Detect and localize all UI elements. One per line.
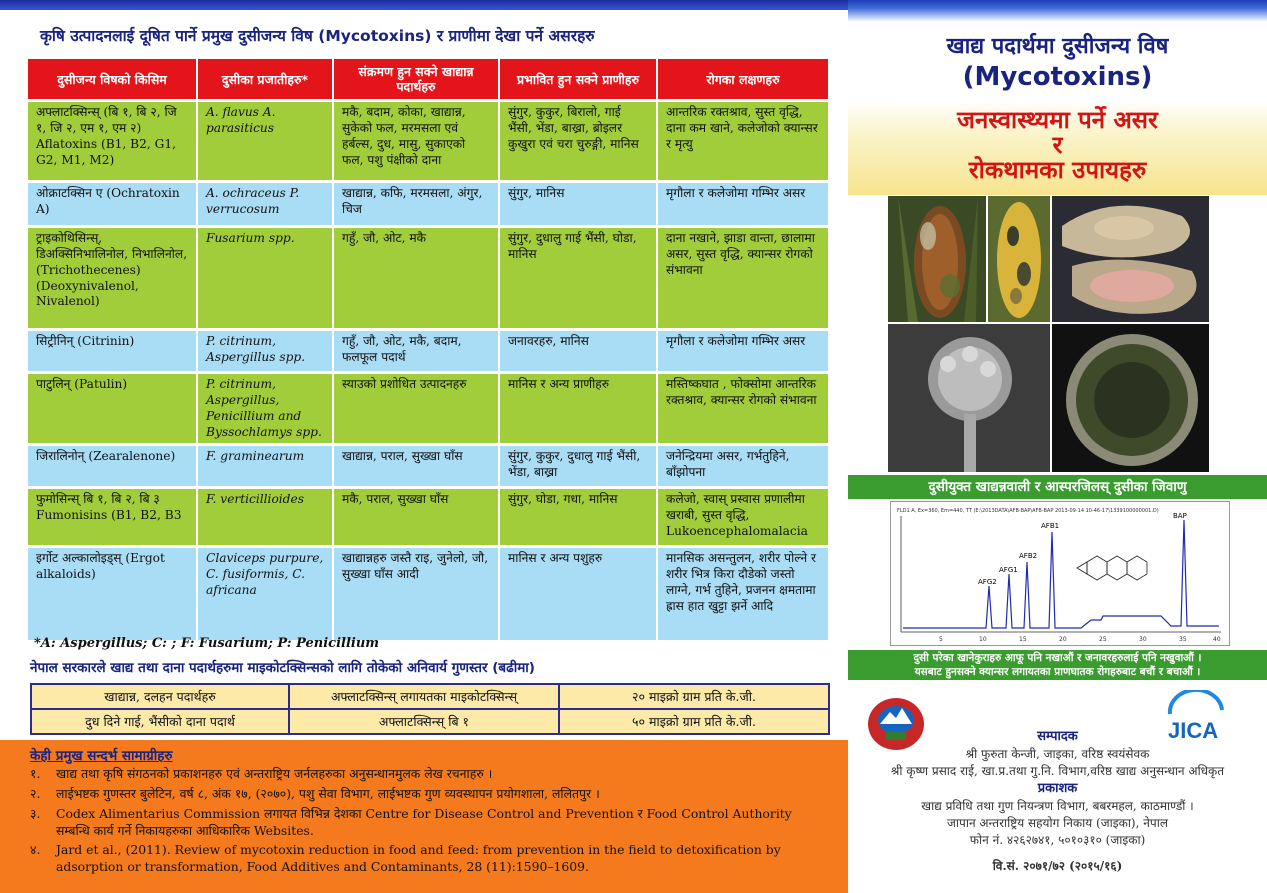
reference-number: १.	[30, 766, 41, 781]
foods-cell: मकै, बदाम, कोका, खाद्यान्न, सुकेको फल, मरमसला एवं हर्बल्स, दुध, मासु, सुकाएको फल, पशु पंक्षीको दाना	[334, 102, 500, 180]
chromatogram-header: FLD1 A, Ex=360, Em=440, TT (E:\2013DATA\AFB-BAP\AFB-BAP 2013-09-14 10-46-17\1339100000001.D)	[897, 508, 1159, 514]
red-heading-line-2: र	[1052, 131, 1063, 160]
chromatogram-svg	[891, 502, 1229, 645]
reference-text: Codex Alimentarius Commission लगायत विभिन्न देशका Centre for Disease Control and Prevention र Food Control Authority सम्बन्धि कार्य गर्ने निकायहरुका आधिकारिक Websites.	[56, 806, 792, 838]
x-tick: 10	[979, 636, 987, 643]
std-product: दुध दिने गाई, भैंसीको दाना पदार्थ	[31, 709, 289, 734]
std-toxin: अफ्लाटक्सिन्स् बि १	[289, 709, 559, 734]
reference-item	[30, 842, 830, 875]
animals-cell: सुंगुर, कुकुर, बिरालो, गाई भैंसी, भेंडा, बाख्रा, ब्रोइलर कुखुरा एवं चरा चुरुङ्गी, मानिस	[500, 102, 658, 180]
reference-number: ४.	[30, 842, 41, 857]
table-header-row	[28, 59, 830, 99]
table-row	[28, 548, 830, 640]
aspergillus-micrograph-image	[888, 324, 1050, 472]
red-heading-line-1: जनस्वास्थ्यमा पर्ने असर	[957, 106, 1158, 134]
reference-item	[30, 766, 830, 783]
cover-subtitle: (Mycotoxins)	[962, 62, 1153, 92]
molecule-structure	[1077, 556, 1147, 580]
species-cell: P. citrinum, Aspergillus spp.	[198, 331, 334, 371]
species-cell: A. ochraceus P. verrucosum	[198, 183, 334, 225]
header-symptoms: रोगका लक्षणहरु	[658, 59, 830, 99]
table-row	[31, 684, 829, 709]
foods-cell: स्याउको प्रशोधित उत्पादनहरु	[334, 374, 500, 443]
left-panel-title: कृषि उत्पादनलाई दूषित पार्ने प्रमुख दुसीजन्य विष (Mycotoxins) र प्राणीमा देखा पर्ने असरहरु	[40, 27, 595, 45]
animals-cell: मानिस र अन्य पशुहरु	[500, 548, 658, 640]
x-tick: 30	[1139, 636, 1147, 643]
animals-cell: जनावरहरु, मानिस	[500, 331, 658, 371]
corn-cob-photo	[988, 196, 1050, 322]
table-row	[28, 374, 830, 443]
x-tick: 25	[1099, 636, 1107, 643]
symptoms-cell: दाना नखाने, झाडा वान्ता, छालामा असर, सुस्त वृद्धि, क्यान्सर रोगको संभावना	[658, 228, 830, 328]
peak-label-afg1: AFG1	[999, 566, 1018, 574]
warning-line-1: दुसी परेका खानेकुराहरु आफू पनि नखाऔं र जनावरहरुलाई पनि नखुवाऔं ।	[913, 652, 1202, 664]
credits-block	[848, 700, 1267, 875]
animals-cell: सुंगुर, मानिस	[500, 183, 658, 225]
references-title: केही प्रमुख सन्दर्भ सामाग्रीहरु	[30, 748, 173, 764]
x-tick: 40	[1213, 636, 1221, 643]
jica-wordmark: JICA	[1168, 718, 1219, 743]
toxin-cell: जिरालिनोन् (Zearalenone)	[28, 446, 198, 486]
photo-caption: दुसीयुक्त खाद्यन्नवाली र आस्परजिलस् दुसीका जिवाणु	[848, 475, 1267, 499]
table-row	[28, 331, 830, 371]
symptoms-cell: आन्तरिक रक्तश्राव, सुस्त वृद्धि, दाना कम खाने, कलेजोको क्यान्सर र मृत्यु	[658, 102, 830, 180]
table-row	[31, 709, 829, 734]
table-row	[28, 228, 830, 328]
foods-cell: गहुँ, जौ, ओट, मकै, बदाम, फलफूल पदार्थ	[334, 331, 500, 371]
toxin-cell: इर्गोट अल्कालोइड्स् (Ergot alkaloids)	[28, 548, 198, 640]
publisher-2: जापान अन्तराष्ट्रिय सहयोग निकाय (जाइका), नेपाल	[947, 815, 1168, 830]
table-row	[28, 489, 830, 545]
std-product: खाद्यान्न, दलहन पदार्थहरु	[31, 684, 289, 709]
cover-title: खाद्य पदार्थमा दुसीजन्य विष	[946, 34, 1169, 59]
peak-label-afb2: AFB2	[1019, 552, 1038, 560]
cover-red-heading	[848, 108, 1267, 184]
x-tick: 20	[1059, 636, 1067, 643]
x-tick: 15	[1019, 636, 1027, 643]
top-accent-bar	[0, 0, 848, 10]
editor-heading: सम्पादक	[1037, 729, 1078, 744]
std-toxin: अफ्लाटक्सिन्स् लगायतका माइकोटक्सिन्स्	[289, 684, 559, 709]
toxin-cell: फुमोसिन्स् बि १, बि २, बि ३ Fumonisins (B1, B2, B3	[28, 489, 198, 545]
foods-cell: गहुँ, जौ, ओट, मकै	[334, 228, 500, 328]
foods-cell: मकै, पराल, सुख्खा घाँस	[334, 489, 500, 545]
editor-1: श्री फुरुता केन्जी, जाइका, वरिष्ठ स्वयंसेवक	[965, 747, 1150, 762]
std-limit: २० माइक्रो ग्राम प्रति के.जी.	[559, 684, 829, 709]
species-cell: F. verticillioides	[198, 489, 334, 545]
symptoms-cell: मानसिक असन्तुलन, शरीर पोल्ने र शरीर भित्र किरा दौडेको जस्तो लाग्ने, गर्भ तुहिने, प्रजनन क्षमतामा ह्रास हात खुट्टा झर्ने आदि	[658, 548, 830, 640]
foods-cell: खाद्यान्न, कफि, मरमसला, अंगुर, चिज	[334, 183, 500, 225]
publication-date: वि.सं. २०७१/७२ (२०१५/१६)	[992, 859, 1123, 874]
editor-2: श्री कृष्ण प्रसाद राई, खा.प्र.तथा गु.नि. विभाग,वरिष्ठ खाद्य अनुसन्धान अधिकृत	[890, 763, 1225, 778]
phone-numbers: फोन नं. ४२६२७४१, ५०१०३१० (जाइका)	[969, 832, 1146, 847]
reference-number: ३.	[30, 806, 41, 821]
header-toxin-type: दुसीजन्य विषको किसिम	[28, 59, 198, 99]
chromatogram-x-ticks	[939, 636, 1221, 643]
table-row	[28, 102, 830, 180]
reference-item	[30, 786, 830, 803]
right-panel	[848, 0, 1267, 893]
species-cell: Claviceps purpure, C. fusiformis, C. africana	[198, 548, 334, 640]
toxin-cell: ओक्राटक्सिन ए (Ochratoxin A)	[28, 183, 198, 225]
x-tick: 5	[939, 636, 943, 643]
moldy-corn-image	[888, 196, 986, 322]
toxin-cell: अफ्लाटक्सिन्स् (बि १, बि २, जि १, जि २, एम १, एम २) Aflatoxins (B1, B2, G1, G2, M1, M2)	[28, 102, 198, 180]
warning-line-2: यसबाट हुनसक्ने क्यान्सर लगायतका प्राणघातक रोगहरुबाट बचौं र बचाऔं ।	[914, 666, 1201, 678]
species-cell: A. flavus A. parasiticus	[198, 102, 334, 180]
animals-cell: सुंगुर, कुकुर, दुधालु गाई भैंसी, भेंडा, बाख्रा	[500, 446, 658, 486]
reference-text: Jard et al., (2011). Review of mycotoxin reduction in food and feed: from prevention in the field to detoxification by adsorption or transformation, Food Additives and Contaminants, 28 (11):1590–1609.	[56, 842, 781, 874]
publisher-1: खाद्य प्रविधि तथा गुण नियन्त्रण विभाग, बबरमहल, काठमाण्डौं ।	[921, 798, 1194, 813]
moldy-corn-photo	[888, 196, 986, 322]
foods-cell: खाद्यान्नहरु जस्तै राइ, जुनेलो, जौ, सुख्खा घाँस आदी	[334, 548, 500, 640]
species-cell: F. graminearum	[198, 446, 334, 486]
symptoms-cell: कलेजो, स्वास् प्रस्वास प्रणालीमा खराबी, सुस्त वृद्धि, Lukoencephalomalacia	[658, 489, 830, 545]
standards-title: नेपाल सरकारले खाद्य तथा दाना पदार्थहरुमा माइकोटक्सिन्सको लागि तोकेको अनिवार्य गुणस्तर (बढीमा)	[30, 660, 535, 676]
toxin-cell: ट्राइकोथिसिन्स्, डिअक्सिनिभालिनोल, निभालिनोल, (Trichothecenes) (Deoxynivalenol, Nivalenol)	[28, 228, 198, 328]
animals-cell: सुंगुर, दुधालु गाई भैंसी, घोडा, मानिस	[500, 228, 658, 328]
peak-label-bap: BAP	[1173, 512, 1187, 520]
warning-note	[848, 650, 1267, 680]
publisher-heading: प्रकाशक	[1037, 780, 1078, 796]
species-footnote: *A: Aspergillus; C: ; F: Fusarium; P: Penicillium	[34, 636, 380, 651]
mycotoxin-table	[28, 56, 830, 643]
header-infected-foods: संक्रमण हुन सक्ने खाद्यान्न पदार्थहरु	[334, 59, 500, 99]
reference-text: खाद्य तथा कृषि संगठनको प्रकाशनहरु एवं अन्तराष्ट्रिय जर्नलहरुका अनुसन्धानमुलक लेख रचनाहरु ।	[56, 766, 493, 781]
symptoms-cell: जनेन्द्रियमा असर, गर्भतुहिने, बाँझोपना	[658, 446, 830, 486]
toxin-cell: सिट्रीनिन् (Citrinin)	[28, 331, 198, 371]
reference-number: २.	[30, 786, 41, 801]
header-fungus-species: दुसीका प्रजातीहरु*	[198, 59, 334, 99]
symptoms-cell: मृगौला र कलेजोमा गम्भिर असर	[658, 183, 830, 225]
peanut-image	[1052, 196, 1209, 322]
standards-table	[30, 683, 830, 735]
animals-cell: सुंगुर, घोडा, गधा, मानिस	[500, 489, 658, 545]
species-cell: Fusarium spp.	[198, 228, 334, 328]
animals-cell: मानिस र अन्य प्राणीहरु	[500, 374, 658, 443]
reference-text: लाईभष्टक गुणस्तर बुलेटिन, वर्ष ८, अंक १७, (२०७०), पशु सेवा विभाग, लाईभष्टक गुण व्यवस्थापन प्रयोगशाला, ललितपुर ।	[56, 786, 600, 801]
red-heading-line-3: रोकथामका उपायहरु	[968, 156, 1147, 185]
chromatogram-trace	[903, 520, 1219, 628]
symptoms-cell: मस्तिष्कघात , फोक्सोमा आन्तरिक रक्तश्राव, क्यान्सर रोगको संभावना	[658, 374, 830, 443]
peanut-photo	[1052, 196, 1209, 322]
table-row	[28, 446, 830, 486]
corn-cob-image	[988, 196, 1050, 322]
peak-label-afg2: AFG2	[978, 578, 997, 586]
table-row	[28, 183, 830, 225]
foods-cell: खाद्यान्न, पराल, सुख्खा घाँस	[334, 446, 500, 486]
aspergillus-micrograph	[888, 324, 1050, 472]
petri-dish-photo	[1052, 324, 1209, 472]
peak-label-afb1: AFB1	[1041, 522, 1060, 530]
reference-item	[30, 806, 830, 839]
petri-dish-image	[1052, 324, 1209, 472]
std-limit: ५० माइक्रो ग्राम प्रति के.जी.	[559, 709, 829, 734]
symptoms-cell: मृगौला र कलेजोमा गम्भिर असर	[658, 331, 830, 371]
references-section	[0, 740, 848, 893]
header-affected-animals: प्रभावित हुन सक्ने प्राणीहरु	[500, 59, 658, 99]
species-cell: P. citrinum, Aspergillus, Penicillium and Byssochlamys spp.	[198, 374, 334, 443]
chromatogram-figure	[890, 501, 1230, 646]
toxin-cell: पाटुलिन् (Patulin)	[28, 374, 198, 443]
x-tick: 35	[1179, 636, 1187, 643]
